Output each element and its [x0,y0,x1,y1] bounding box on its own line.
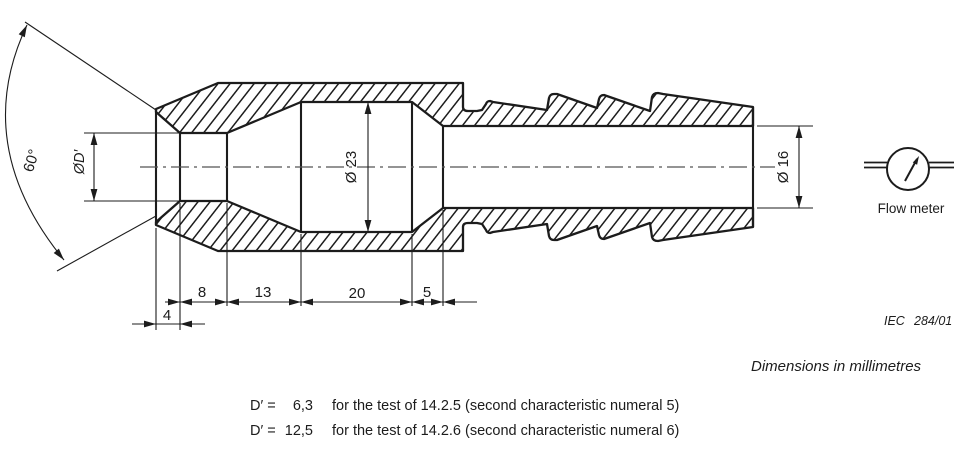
flow-meter-label: Flow meter [877,201,945,216]
flow-meter-symbol [864,148,954,190]
dim-8: 8 [197,284,207,301]
dim-5: 5 [422,284,432,301]
notes [250,398,679,439]
note-line-2 [250,423,679,439]
dim-4: 4 [162,307,172,324]
diameter-16-label: Ø 16 [775,150,792,184]
note-2-lhs: D′ = [250,423,276,439]
diameter-23-label: Ø 23 [343,150,360,184]
angle-line-top [25,22,156,110]
angle-arrow-top [19,24,30,38]
angle-value: 60° [20,147,44,175]
note-line-1 [250,398,679,414]
note-1-lhs: D′ = [250,398,276,414]
note-2-text: for the test of 14.2.6 (second characteristic numeral 6) [332,423,680,439]
dim-angle-60 [5,22,156,271]
note-2-value: 12,5 [284,423,313,439]
note-1-value: 6,3 [292,398,313,414]
gauge-icon [887,148,929,190]
gauge-needle-icon [905,155,921,181]
nozzle-upper-wall [156,83,753,133]
angle-arc [5,25,64,260]
dim-20: 20 [348,285,366,302]
nozzle-lower-wall [156,201,753,251]
angle-line-bottom [57,216,156,271]
units-note: Dimensions in millimetres [751,358,922,375]
diameter-d-label: ØD′ [72,149,88,175]
figure-number: 284/01 [914,314,953,328]
figure-standard: IEC [884,314,905,328]
figure-reference [884,314,952,328]
note-1-text: for the test of 14.2.5 (second characteristic numeral 5) [332,398,680,414]
angle-arrow-bottom [54,249,67,263]
dim-13: 13 [254,284,272,301]
